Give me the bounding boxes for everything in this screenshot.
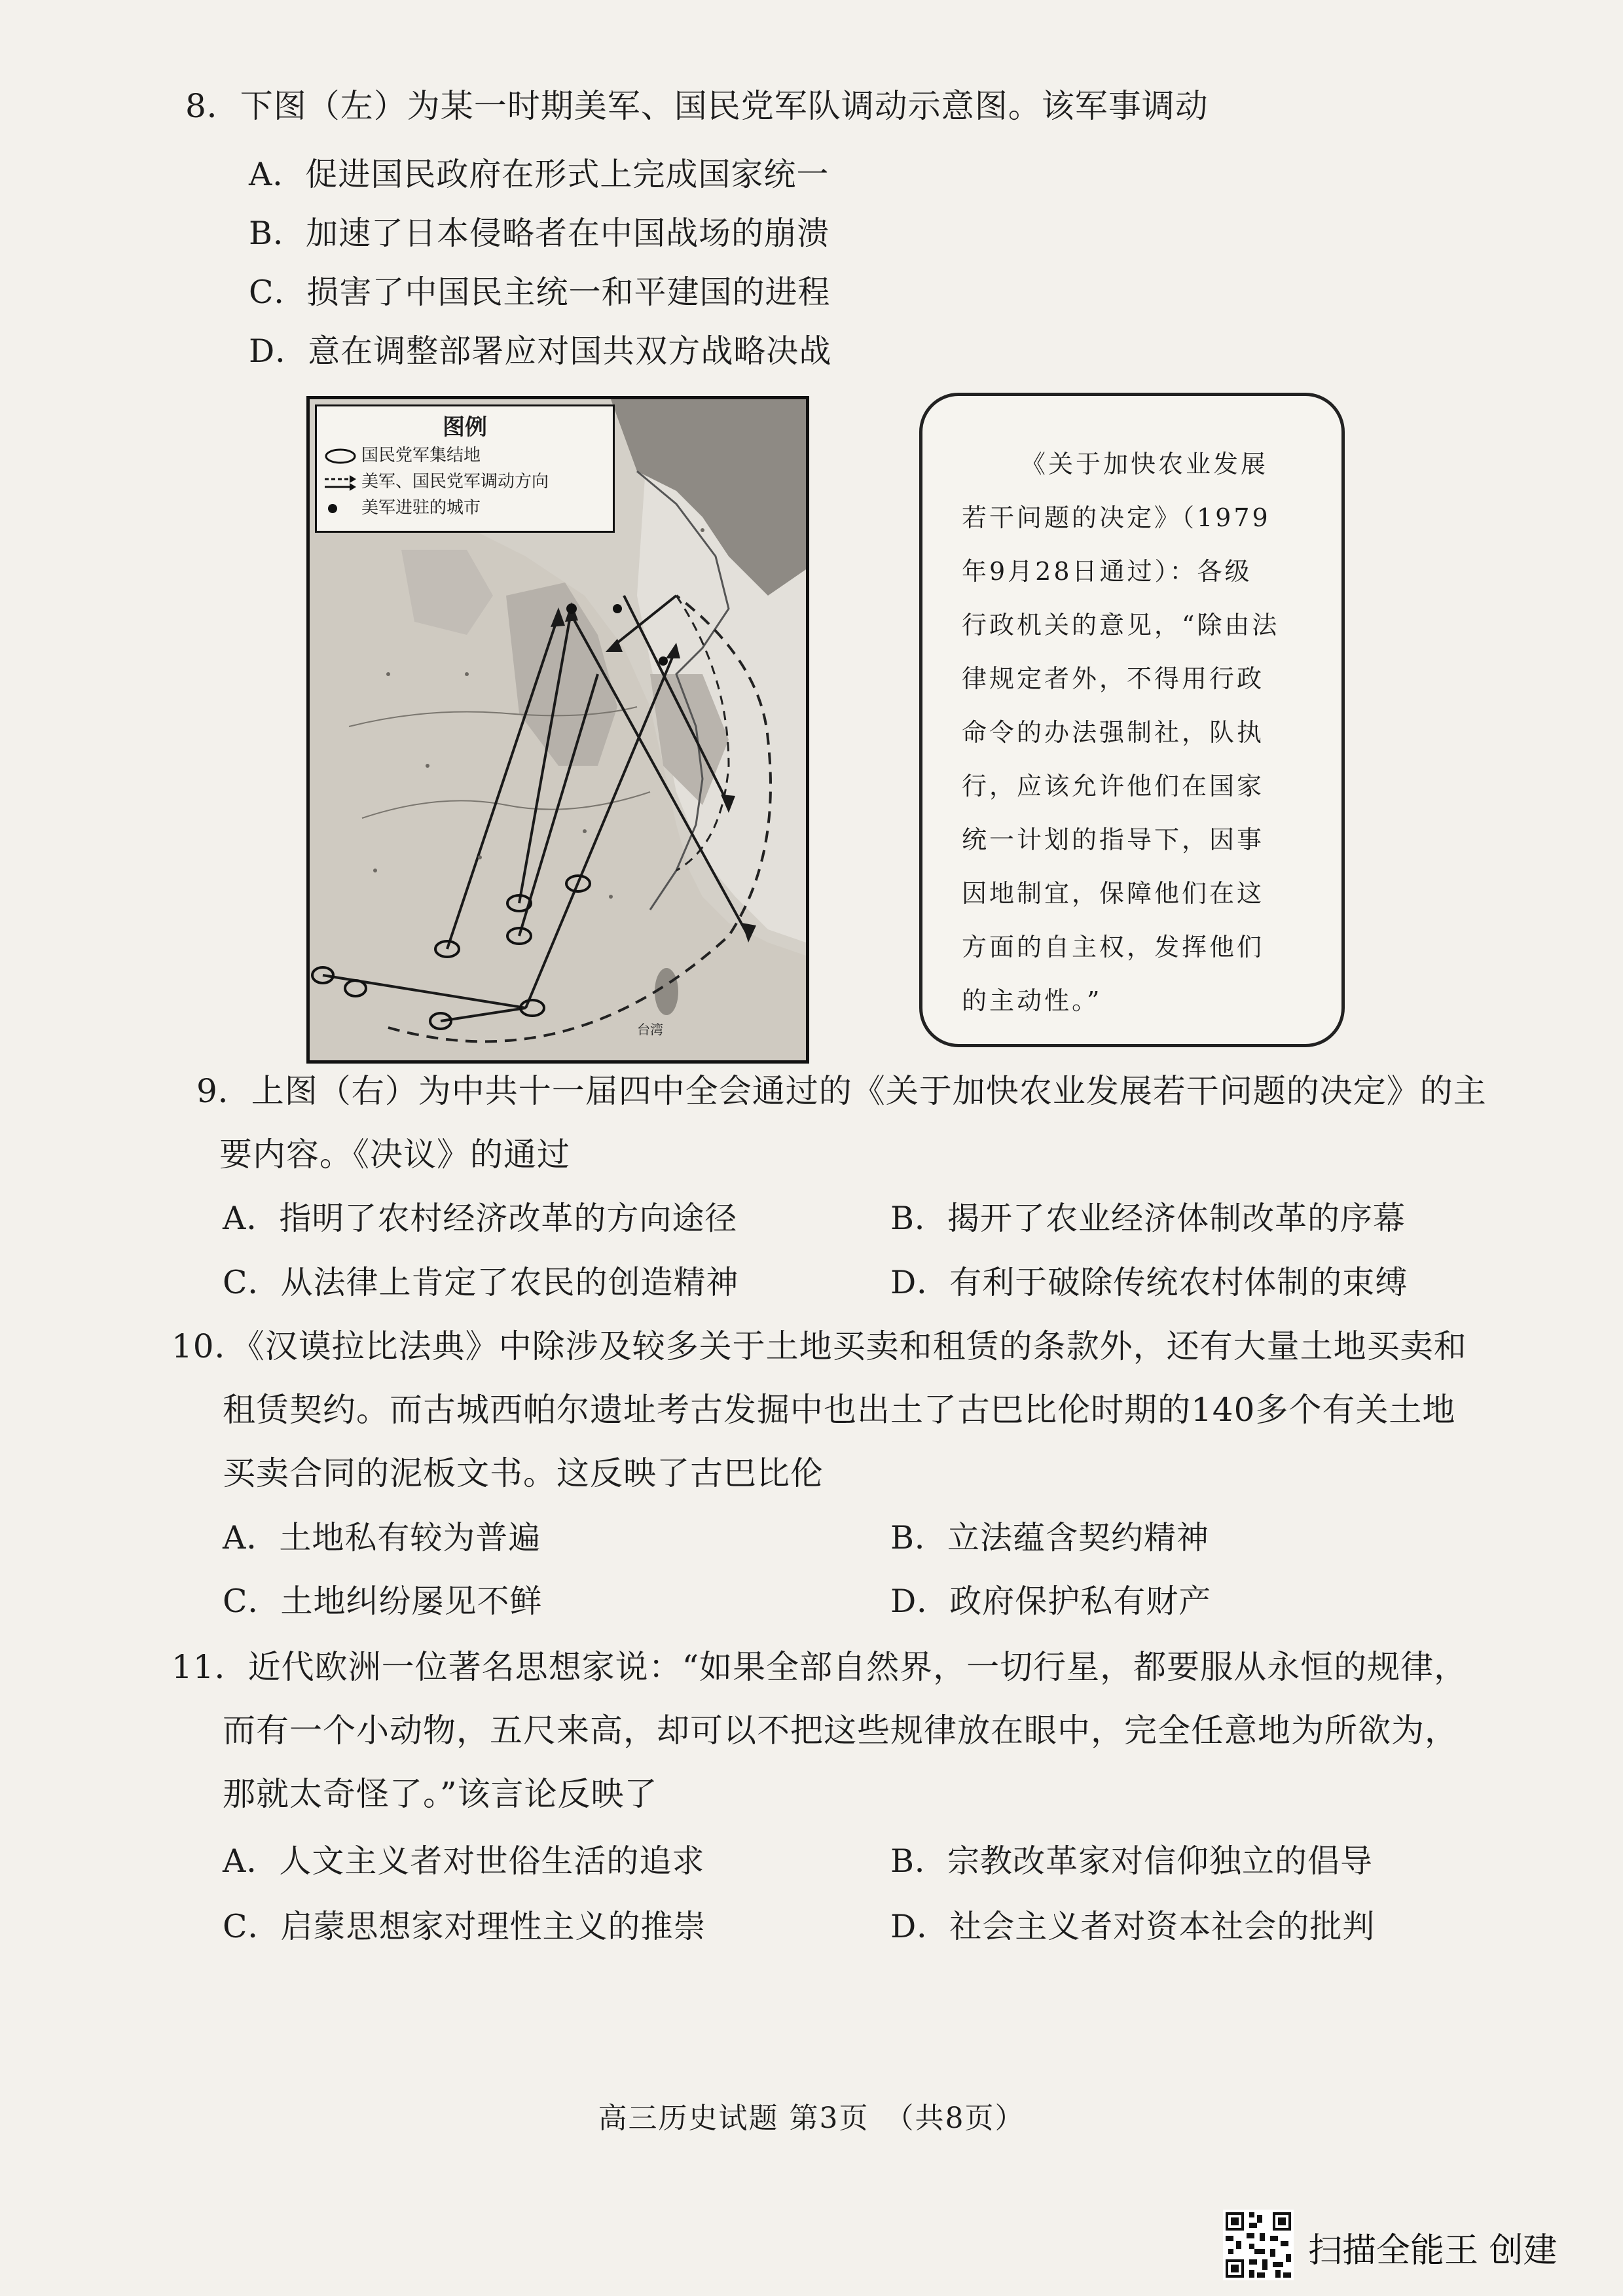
qr-code-icon [1223, 2210, 1294, 2280]
scanner-text: 扫描全能王 创建 [1308, 2231, 1558, 2270]
city-dot-icon [323, 500, 357, 517]
q9-option-b[interactable]: B．揭开了农业经济体制改革的序幕 [890, 1200, 1406, 1237]
q11-option-a[interactable]: A．人文主义者对世俗生活的追求 [223, 1842, 705, 1880]
q10-stem-line-1: 10．《汉谟拉比法典》中除涉及较多关于土地买卖和租赁的条款外，还有大量土地买卖和 [172, 1327, 1467, 1365]
q8-option-d[interactable]: D．意在调整部署应对国共双方战略决战 [249, 332, 832, 370]
page-footer: 高三历史试题 第3页 （共8页） [598, 2102, 1025, 2135]
legend-item-city: 美军进驻的城市 [323, 497, 481, 519]
q8-option-c[interactable]: C．损害了中国民主统一和平建国的进程 [249, 274, 831, 311]
troop-movement-map [306, 396, 809, 1064]
decision-line: 若干问题的决定》（1979 [962, 503, 1271, 532]
legend-title: 图例 [443, 414, 487, 440]
q8-option-a[interactable]: A．促进国民政府在形式上完成国家统一 [249, 156, 830, 193]
decision-excerpt-box [919, 393, 1345, 1047]
q9-stem-line-2: 要内容。《决议》的通过 [219, 1136, 570, 1174]
decision-line: 统一计划的指导下，因事 [962, 825, 1265, 854]
decision-line: 行政机关的意见，“除由法 [962, 611, 1280, 639]
decision-line: 命令的办法强制社，队执 [962, 718, 1265, 747]
q10-stem-line-2: 租赁契约。而古城西帕尔遗址考古发掘中也出土了古巴比伦时期的140多个有关土地 [223, 1391, 1456, 1429]
q11-stem-line-2: 而有一个小动物，五尺来高，却可以不把这些规律放在眼中，完全任意地为所欲为， [223, 1712, 1458, 1749]
legend-item-assembly: 国民党军集结地 [323, 444, 481, 467]
oval-marker-icon [323, 448, 357, 465]
q9-stem-line-1: 9．上图（右）为中共十一届四中全会通过的《关于加快农业发展若干问题的决定》的主 [196, 1072, 1487, 1110]
decision-line: 因地制宜，保障他们在这 [962, 879, 1265, 908]
q8-option-b[interactable]: B．加速了日本侵略者在中国战场的崩溃 [249, 215, 830, 252]
q11-stem-line-1: 11．近代欧洲一位著名思想家说：“如果全部自然界，一切行星，都要服从永恒的规律， [172, 1648, 1468, 1686]
q11-option-d[interactable]: D．社会主义者对资本社会的批判 [890, 1908, 1376, 1945]
decision-line: 的主动性。” [962, 986, 1103, 1015]
q8-stem: 8．下图（左）为某一时期美军、国民党军队调动示意图。该军事调动 [185, 87, 1209, 125]
q10-option-c[interactable]: C．土地纠纷屡见不鲜 [223, 1583, 543, 1620]
decision-line: 行，应该允许他们在国家 [962, 772, 1265, 800]
legend-item-movement: 美军、国民党军调动方向 [323, 471, 549, 493]
q11-option-c[interactable]: C．启蒙思想家对理性主义的推崇 [223, 1908, 706, 1945]
q9-option-a[interactable]: A．指明了农村经济改革的方向途径 [223, 1200, 738, 1237]
decision-line: 方面的自主权，发挥他们 [962, 933, 1265, 961]
q9-option-d[interactable]: D．有利于破除传统农村体制的束缚 [890, 1264, 1408, 1301]
decision-line: 《关于加快农业发展 [1021, 450, 1269, 478]
q10-option-a[interactable]: A．土地私有较为普遍 [223, 1519, 541, 1556]
q11-option-b[interactable]: B．宗教改革家对信仰独立的倡导 [890, 1842, 1374, 1880]
map-label-taiwan: 台湾 [637, 1022, 663, 1037]
q11-stem-line-3: 那就太奇怪了。”该言论反映了 [223, 1775, 658, 1813]
q10-option-b[interactable]: B．立法蕴含契约精神 [890, 1519, 1210, 1556]
q10-stem-line-3: 买卖合同的泥板文书。这反映了古巴比伦 [223, 1454, 824, 1492]
decision-line: 年9月28日通过）：各级 [962, 557, 1252, 586]
decision-line: 律规定者外，不得用行政 [962, 664, 1265, 693]
arrow-marker-icon [323, 474, 357, 491]
q10-option-d[interactable]: D．政府保护私有财产 [890, 1583, 1212, 1620]
map-legend [315, 404, 615, 533]
q9-option-c[interactable]: C．从法律上肯定了农民的创造精神 [223, 1264, 739, 1301]
